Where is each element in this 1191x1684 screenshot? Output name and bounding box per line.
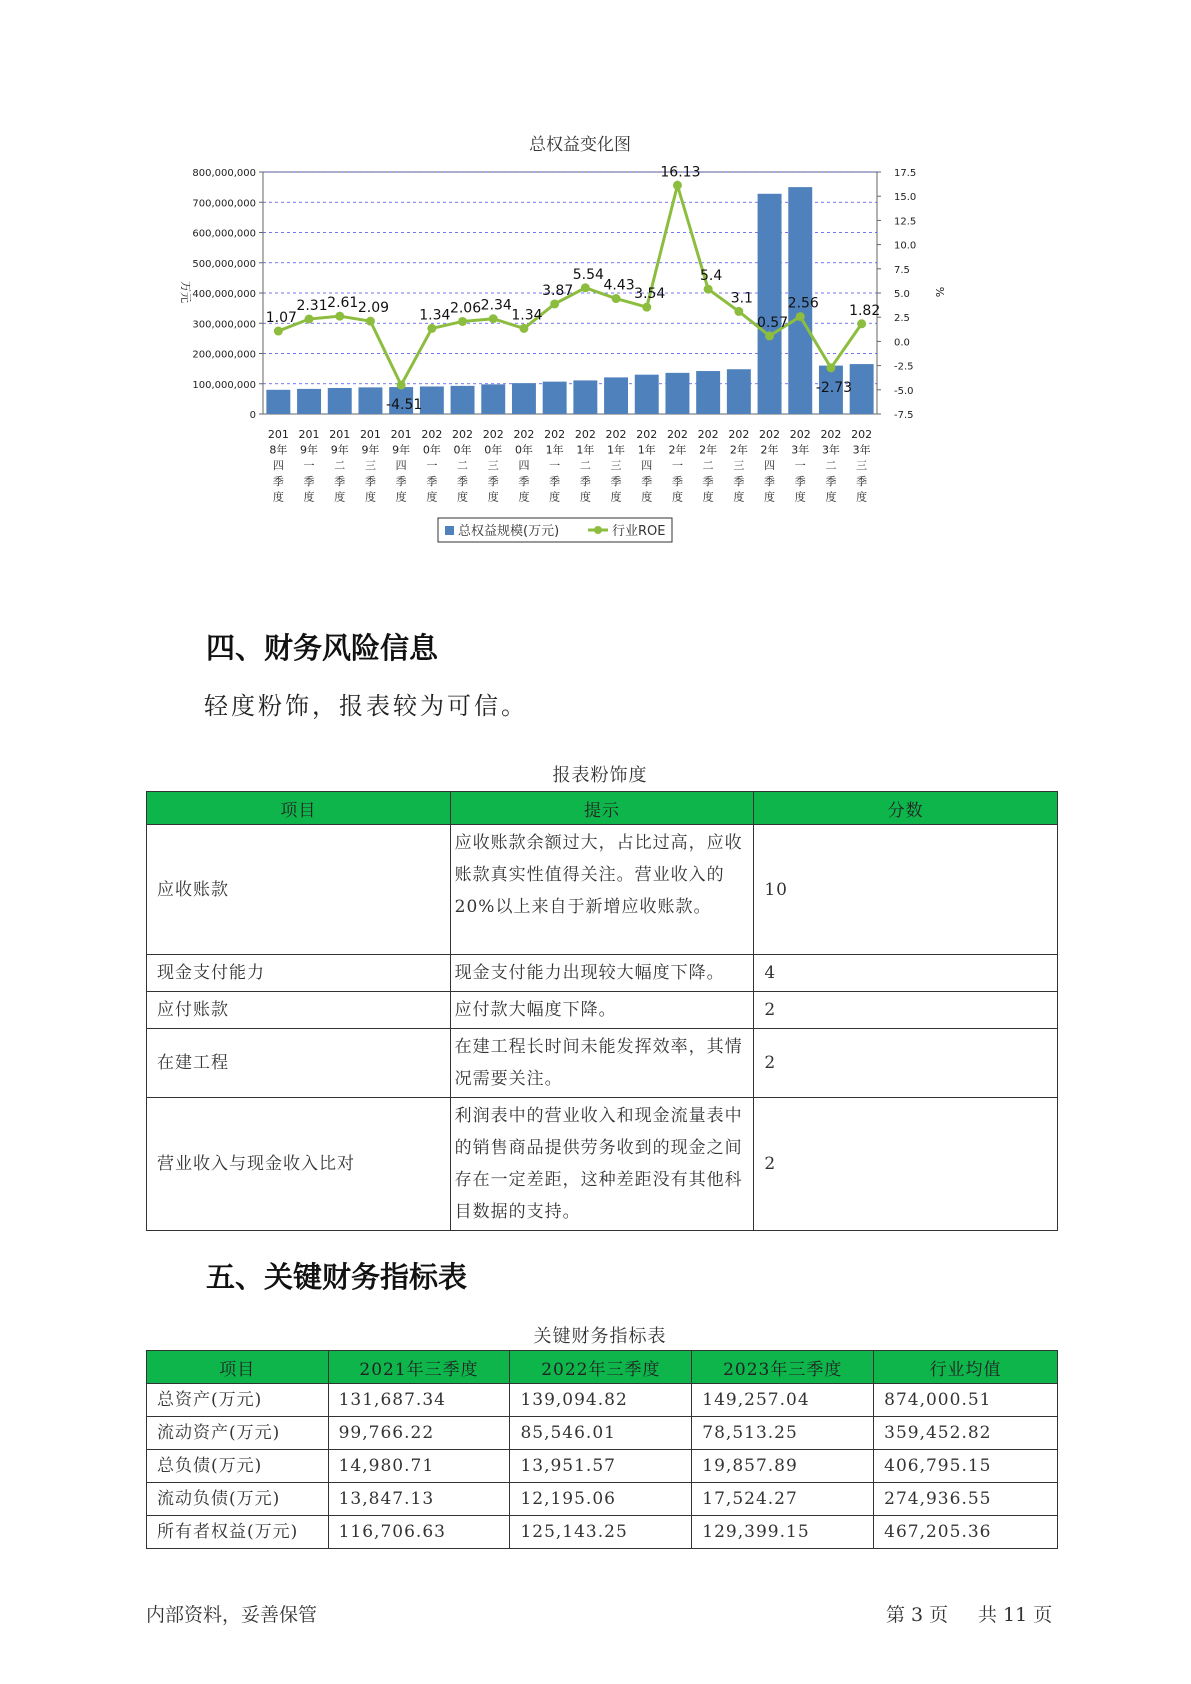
bar — [297, 389, 321, 414]
roe-point — [826, 363, 835, 372]
x-tick-label: 202 1年一季度 — [544, 428, 566, 504]
data-label: 5.4 — [700, 268, 723, 285]
roe-point — [489, 314, 498, 323]
data-label: 2.61 — [327, 295, 359, 312]
risk-table-header — [147, 792, 1058, 825]
y2-tick-label: 15.0 — [894, 192, 917, 204]
kpi-value: 12,195.06 — [510, 1483, 692, 1516]
table-row — [147, 1029, 1058, 1098]
data-label: 2.34 — [480, 297, 512, 314]
kpi-item: 所有者权益(万元) — [147, 1516, 329, 1549]
roe-point — [397, 381, 406, 390]
roe-point — [366, 317, 375, 326]
table-row — [147, 1450, 1058, 1483]
table-row — [147, 1384, 1058, 1417]
kpi-value: 874,000.51 — [874, 1384, 1058, 1417]
y2-tick-label: 0.0 — [894, 337, 910, 349]
col-header-industry-avg: 行业均值 — [874, 1351, 1058, 1384]
x-tick-label: 201 9年三季度 — [359, 428, 381, 504]
x-tick-label: 202 2年四季度 — [759, 428, 781, 504]
section5-table-caption: 关键财务指标表 — [533, 1326, 667, 1347]
kpi-item: 流动负债(万元) — [147, 1483, 329, 1516]
data-label: 2.09 — [357, 300, 390, 317]
table-row — [147, 955, 1058, 992]
col-header-2021q3: 2021年三季度 — [328, 1351, 510, 1384]
data-label: 3.54 — [634, 286, 666, 303]
chart-title: 总权益变化图 — [529, 135, 631, 155]
kpi-item: 流动资产(万元) — [147, 1417, 329, 1450]
y2-tick-label: -7.5 — [894, 410, 914, 421]
roe-point — [704, 285, 713, 294]
risk-score: 2 — [754, 992, 1058, 1029]
risk-tip: 在建工程长时间未能发挥效率，其情况需要关注。 — [450, 1029, 754, 1098]
data-label: 2.31 — [296, 298, 328, 315]
kpi-value: 78,513.25 — [692, 1417, 874, 1450]
risk-score: 4 — [754, 955, 1058, 992]
bar — [543, 382, 567, 414]
legend-line-label: 行业ROE — [612, 524, 666, 539]
y-tick-label: 400,000,000 — [192, 289, 256, 300]
col-header-item: 项目 — [147, 1351, 329, 1384]
kpi-value: 125,143.25 — [510, 1516, 692, 1549]
kpi-value: 139,094.82 — [510, 1384, 692, 1417]
risk-score: 2 — [754, 1029, 1058, 1098]
x-tick-label: 202 2年三季度 — [728, 428, 750, 504]
y-tick-label: 700,000,000 — [192, 198, 256, 210]
legend-bar-label: 总权益规模(万元) — [458, 524, 560, 539]
roe-point — [305, 315, 314, 324]
y-tick-label: 800,000,000 — [192, 168, 256, 179]
kpi-value: 13,847.13 — [328, 1483, 510, 1516]
risk-tip: 现金支付能力出现较大幅度下降。 — [450, 955, 754, 992]
kpi-value: 129,399.15 — [692, 1516, 874, 1549]
risk-tip: 利润表中的营业收入和现金流量表中的销售商品提供劳务收到的现金之间存在一定差距，这种差距没有其他科目数据的支持。 — [450, 1098, 754, 1231]
roe-point — [642, 303, 651, 312]
data-label: 2.56 — [787, 295, 819, 312]
kpi-value: 17,524.27 — [692, 1483, 874, 1516]
table-row — [147, 825, 1058, 955]
x-tick-label: 202 0年一季度 — [421, 428, 443, 504]
x-tick-label: 202 2年二季度 — [697, 428, 719, 504]
data-label: 3.87 — [542, 282, 574, 299]
y2-tick-label: 7.5 — [894, 264, 910, 276]
bar — [696, 371, 720, 414]
risk-table — [146, 791, 1058, 1231]
roe-point — [581, 283, 590, 292]
data-label: 2.06 — [449, 300, 482, 317]
kpi-value: 467,205.36 — [874, 1516, 1058, 1549]
data-label: 1.34 — [419, 307, 451, 324]
x-tick-label: 202 3年二季度 — [820, 428, 842, 504]
y2-tick-label: 5.0 — [894, 289, 910, 300]
risk-item: 在建工程 — [147, 1029, 451, 1098]
roe-point — [796, 312, 805, 321]
bar — [358, 387, 382, 414]
y2-tick-label: -5.0 — [894, 385, 914, 397]
bar — [451, 386, 475, 414]
data-label: 1.82 — [849, 302, 881, 319]
bar — [758, 194, 782, 414]
section4-heading: 四、财务风险信息 — [206, 631, 439, 665]
table-row — [147, 1516, 1058, 1549]
x-tick-label: 202 3年三季度 — [851, 428, 873, 504]
risk-item: 现金支付能力 — [147, 955, 451, 992]
bar — [481, 384, 505, 414]
data-label: -4.51 — [386, 397, 423, 414]
equity-chart — [170, 130, 990, 600]
x-tick-label: 201 9年四季度 — [390, 428, 412, 504]
risk-item: 营业收入与现金收入比对 — [147, 1098, 451, 1231]
y2-tick-label: -2.5 — [894, 361, 914, 373]
bar — [727, 369, 751, 414]
footer-page-number: 第 3 页 — [886, 1604, 949, 1626]
x-tick-label: 202 2年一季度 — [666, 428, 688, 504]
kpi-value: 406,795.15 — [874, 1450, 1058, 1483]
col-header-2022q3: 2022年三季度 — [510, 1351, 692, 1384]
x-tick-label: 202 0年四季度 — [513, 428, 535, 504]
col-header-2023q3: 2023年三季度 — [692, 1351, 874, 1384]
data-label: 1.34 — [511, 307, 543, 324]
table-row — [147, 1483, 1058, 1516]
roe-point — [673, 181, 682, 190]
col-header-item: 项目 — [147, 792, 451, 825]
bar — [573, 380, 597, 414]
x-tick-label: 201 9年二季度 — [329, 428, 351, 504]
legend-bar-swatch — [445, 526, 454, 535]
roe-point — [458, 317, 467, 326]
data-label: 1.07 — [265, 310, 297, 327]
section5-heading: 五、关键财务指标表 — [206, 1260, 468, 1294]
col-header-tip: 提示 — [450, 792, 754, 825]
kpi-value: 116,706.63 — [328, 1516, 510, 1549]
chart-svg — [170, 130, 990, 600]
bar — [266, 390, 290, 414]
x-tick-label: 201 8年四季度 — [267, 428, 289, 504]
roe-point — [427, 324, 436, 333]
y-tick-label: 300,000,000 — [192, 319, 256, 331]
risk-score: 10 — [754, 825, 1058, 955]
kpi-value: 131,687.34 — [328, 1384, 510, 1417]
data-label: 5.54 — [572, 266, 604, 283]
kpi-value: 149,257.04 — [692, 1384, 874, 1417]
y2-tick-label: 2.5 — [894, 313, 910, 325]
legend-line-marker — [594, 526, 602, 534]
risk-tip: 应付款大幅度下降。 — [450, 992, 754, 1029]
x-tick-label: 202 3年一季度 — [789, 428, 811, 504]
risk-item: 应付账款 — [147, 992, 451, 1029]
bar — [604, 377, 628, 414]
roe-point — [765, 331, 774, 340]
kpi-table-header — [147, 1351, 1058, 1384]
kpi-value: 359,452.82 — [874, 1417, 1058, 1450]
bar — [850, 364, 874, 414]
y-tick-label: 100,000,000 — [192, 379, 256, 391]
x-tick-label: 202 1年二季度 — [574, 428, 596, 504]
x-tick-label: 202 1年三季度 — [605, 428, 627, 504]
kpi-value: 85,546.01 — [510, 1417, 692, 1450]
kpi-value: 14,980.71 — [328, 1450, 510, 1483]
bar — [635, 375, 659, 414]
table-row — [147, 1417, 1058, 1450]
bar — [328, 388, 352, 414]
roe-point — [550, 299, 559, 308]
data-label: 16.13 — [660, 164, 701, 181]
data-label: 4.43 — [603, 277, 635, 294]
y2-tick-label: 10.0 — [894, 240, 917, 252]
kpi-item: 总资产(万元) — [147, 1384, 329, 1417]
y2-axis-label: % — [933, 286, 946, 298]
bar — [512, 383, 536, 414]
data-label: 3.1 — [730, 290, 753, 307]
table-row — [147, 1098, 1058, 1231]
risk-item: 应收账款 — [147, 825, 451, 955]
risk-score: 2 — [754, 1098, 1058, 1231]
roe-point — [857, 319, 866, 328]
risk-tip: 应收账款余额过大，占比过高，应收账款真实性值得关注。营业收入的20%以上来自于新增应收账款。 — [450, 825, 754, 955]
roe-point — [519, 324, 528, 333]
y-tick-label: 500,000,000 — [192, 258, 256, 270]
section4-table-caption: 报表粉饰度 — [552, 765, 648, 786]
kpi-value: 13,951.57 — [510, 1450, 692, 1483]
y-tick-label: 600,000,000 — [192, 228, 256, 240]
y2-tick-label: 17.5 — [894, 168, 917, 179]
table-row — [147, 992, 1058, 1029]
x-tick-label: 202 0年三季度 — [482, 428, 504, 504]
kpi-value: 274,936.55 — [874, 1483, 1058, 1516]
x-tick-label: 201 9年一季度 — [298, 428, 320, 504]
kpi-value: 19,857.89 — [692, 1450, 874, 1483]
kpi-table — [146, 1350, 1058, 1549]
bar — [665, 373, 689, 414]
footer-confidential: 内部资料，妥善保管 — [146, 1604, 318, 1626]
y-tick-label: 200,000,000 — [192, 349, 256, 361]
bar — [420, 386, 444, 414]
y-axis-label: 万元 — [179, 281, 192, 303]
y-tick-label: 0 — [249, 410, 256, 421]
data-label: -2.73 — [815, 379, 853, 396]
roe-point — [612, 294, 621, 303]
roe-point — [335, 312, 344, 321]
y2-tick-label: 12.5 — [894, 216, 917, 228]
x-tick-label: 202 0年二季度 — [452, 428, 474, 504]
section4-summary: 轻度粉饰，报表较为可信。 — [204, 692, 528, 720]
roe-point — [274, 327, 283, 336]
x-tick-label: 202 1年四季度 — [636, 428, 658, 504]
kpi-value: 99,766.22 — [328, 1417, 510, 1450]
data-label: 0.57 — [756, 314, 789, 331]
kpi-item: 总负债(万元) — [147, 1450, 329, 1483]
col-header-score: 分数 — [754, 792, 1058, 825]
footer-page-total: 共 11 页 — [978, 1604, 1053, 1626]
roe-point — [734, 307, 743, 316]
